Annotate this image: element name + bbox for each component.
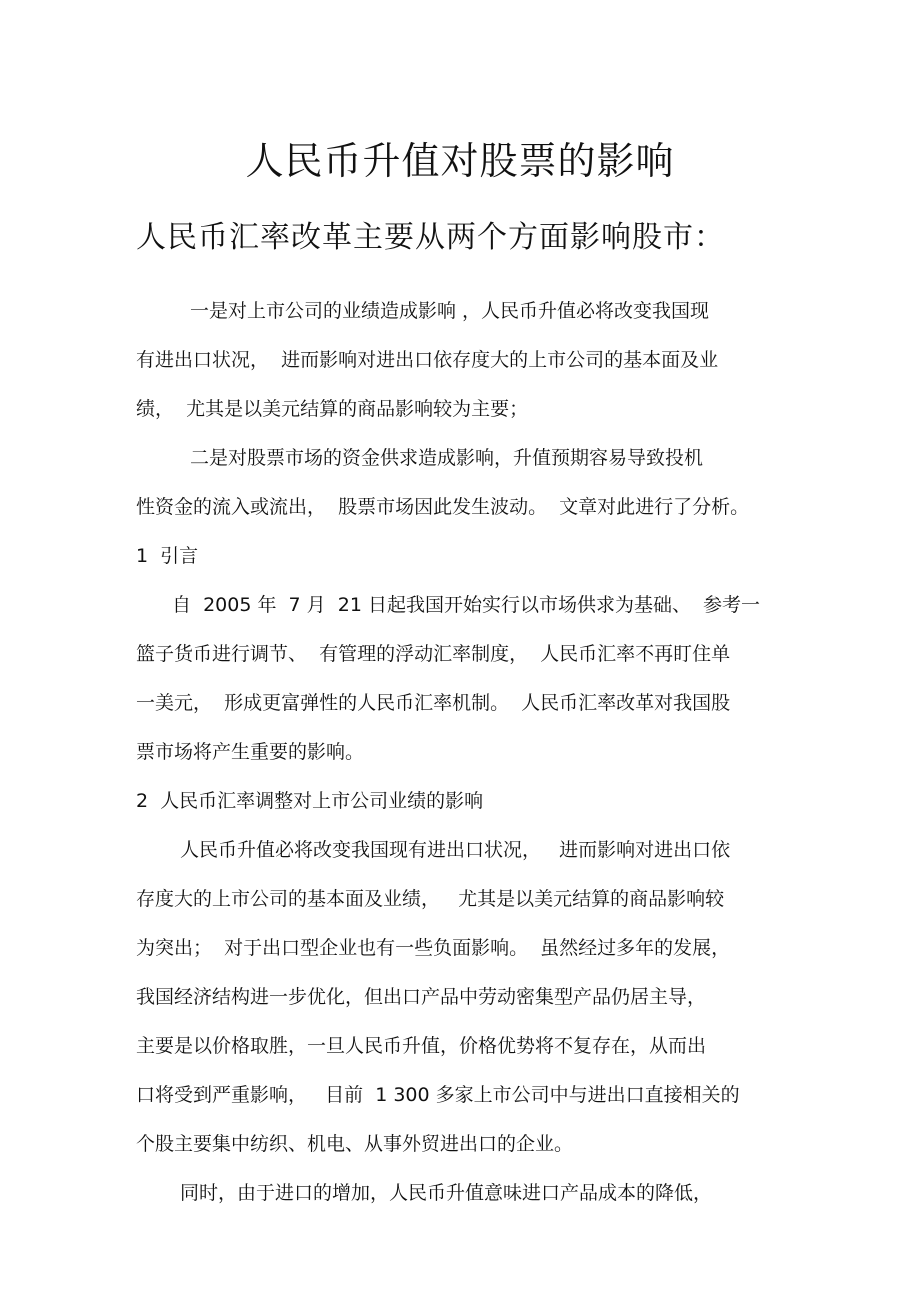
paragraph-line: 有进出口状况， 进而影响对进出口依存度大的上市公司的基本面及业 [136, 349, 719, 371]
paragraph-line: 票市场将产生重要的影响。 [136, 741, 365, 763]
paragraph-line: 口将受到严重影响， 目前 1 300 多家上市公司中与进出口直接相关的 [136, 1084, 740, 1106]
paragraph-line: 同时，由于进口的增加，人民币升值意味进口产品成本的降低， [180, 1182, 713, 1204]
document-title: 人民币升值对股票的影响 [245, 139, 675, 183]
paragraph-line: 性资金的流入或流出， 股票市场因此发生波动。 文章对此进行了分析。 [136, 496, 750, 518]
paragraph-line: 绩， 尤其是以美元结算的商品影响较为主要； [136, 398, 529, 420]
paragraph-line: 我国经济结构进一步优化，但出口产品中劳动密集型产品仍居主导， [136, 986, 707, 1008]
paragraph-line: 二是对股票市场的资金供求造成影响，升值预期容易导致投机 [190, 447, 704, 469]
paragraph-line: 一是对上市公司的业绩造成影响 ，人民币升值必将改变我国现 [190, 300, 710, 322]
paragraph-line: 自 2005 年 7 月 21 日起我国开始实行以市场供求为基础、 参考一 [172, 594, 761, 616]
section-heading: 2 人民币汇率调整对上市公司业绩的影响 [136, 790, 484, 812]
paragraph-line: 主要是以价格取胜，一旦人民币升值，价格优势将不复存在，从而出 [136, 1035, 707, 1057]
paragraph-line: 为突出； 对于出口型企业也有一些负面影响。 虽然经过多年的发展， [136, 937, 731, 959]
paragraph-line: 存度大的上市公司的基本面及业绩， 尤其是以美元结算的商品影响较 [136, 888, 725, 910]
section-heading: 1 引言 [136, 545, 199, 567]
document-subtitle: 人民币汇率改革主要从两个方面影响股市： [136, 220, 725, 255]
paragraph-line: 篮子货币进行调节、 有管理的浮动汇率制度， 人民币汇率不再盯住单 [136, 643, 731, 665]
paragraph-line: 个股主要集中纺织、机电、从事外贸进出口的企业。 [136, 1133, 574, 1155]
paragraph-line: 人民币升值必将改变我国现有进出口状况， 进而影响对进出口依 [180, 839, 731, 861]
paragraph-line: 一美元， 形成更富弹性的人民币汇率机制。 人民币汇率改革对我国股 [136, 692, 731, 714]
